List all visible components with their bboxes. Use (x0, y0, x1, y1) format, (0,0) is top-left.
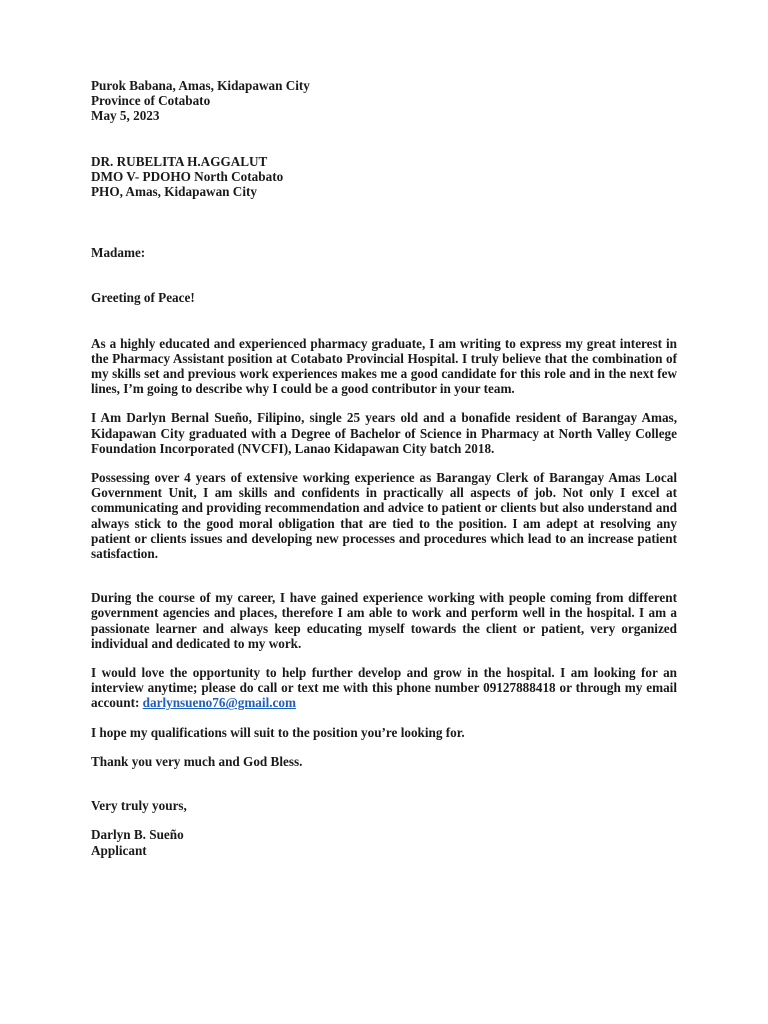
paragraph-experience: Possessing over 4 years of extensive working experience as Barangay Clerk of Barangay Amas Local Government Unit, I am skills and confidents in practically all aspects of job. Not only I excel at communicating and providing recommendation and advice to patient or clients but also understand and always stick to the good moral obligation that are tied to the position. I am adept at resolving any patient or clients issues and developing new processes and procedures which lead to an increase patient satisfaction. (91, 470, 677, 562)
recipient-office: PHO, Amas, Kidapawan City (91, 184, 257, 200)
sender-address-line2: Province of Cotabato (91, 93, 211, 109)
paragraph-thanks: Thank you very much and God Bless. (91, 753, 303, 769)
salutation: Madame: (91, 245, 146, 261)
signature-role: Applicant (91, 842, 147, 858)
paragraph-intro: As a highly educated and experienced pharmacy graduate, I am writing to express my great interest in the Pharmacy Assistant position at Cotabato Provincial Hospital. I truly believe that the combination of my skills set and previous work experiences makes me a good candidate for this role and in the next few lines, I’m going to describe why I could be a good contributor in your team. (91, 335, 677, 397)
paragraph-hope: I hope my qualifications will suit to the position you’re looking for. (91, 724, 465, 740)
cover-letter (91, 78, 677, 858)
sender-address-line1: Purok Babana, Amas, Kidapawan City (91, 78, 310, 93)
sender-block (91, 78, 677, 124)
paragraph-contact (91, 665, 677, 711)
recipient-name: DR. RUBELITA H.AGGALUT (91, 153, 268, 169)
recipient-block (91, 154, 677, 200)
recipient-title: DMO V- PDOHO North Cotabato (91, 168, 284, 184)
closing: Very truly yours, (91, 798, 187, 814)
paragraph-career: During the course of my career, I have gained experience working with people coming from different government agencies and places, therefore I am able to work and perform well in the hospital. I am a passionate learner and always keep educating myself towards the client or patient, very organized individual and dedicated to my work. (91, 590, 677, 651)
greeting: Greeting of Peace! (91, 290, 195, 306)
paragraph-background: I Am Darlyn Bernal Sueño, Filipino, single 25 years old and a bonafide resident of Barangay Amas, Kidapawan City graduated with a Degree of Bachelor of Science in Pharmacy at North Valley College Foundation Incorporated (NVCFI), Lanao Kidapawan City batch 2018. (91, 410, 677, 456)
email-link[interactable]: darlynsueno76@gmail.com (142, 695, 296, 711)
letter-date: May 5, 2023 (91, 108, 160, 124)
signature-block (91, 827, 677, 857)
signature-name: Darlyn B. Sueño (91, 827, 184, 843)
contact-text: I would love the opportunity to help further develop and grow in the hospital. I am looking for an interview anytime; please do call or text me with this phone number 09127888418 or through my email account: (91, 665, 677, 711)
